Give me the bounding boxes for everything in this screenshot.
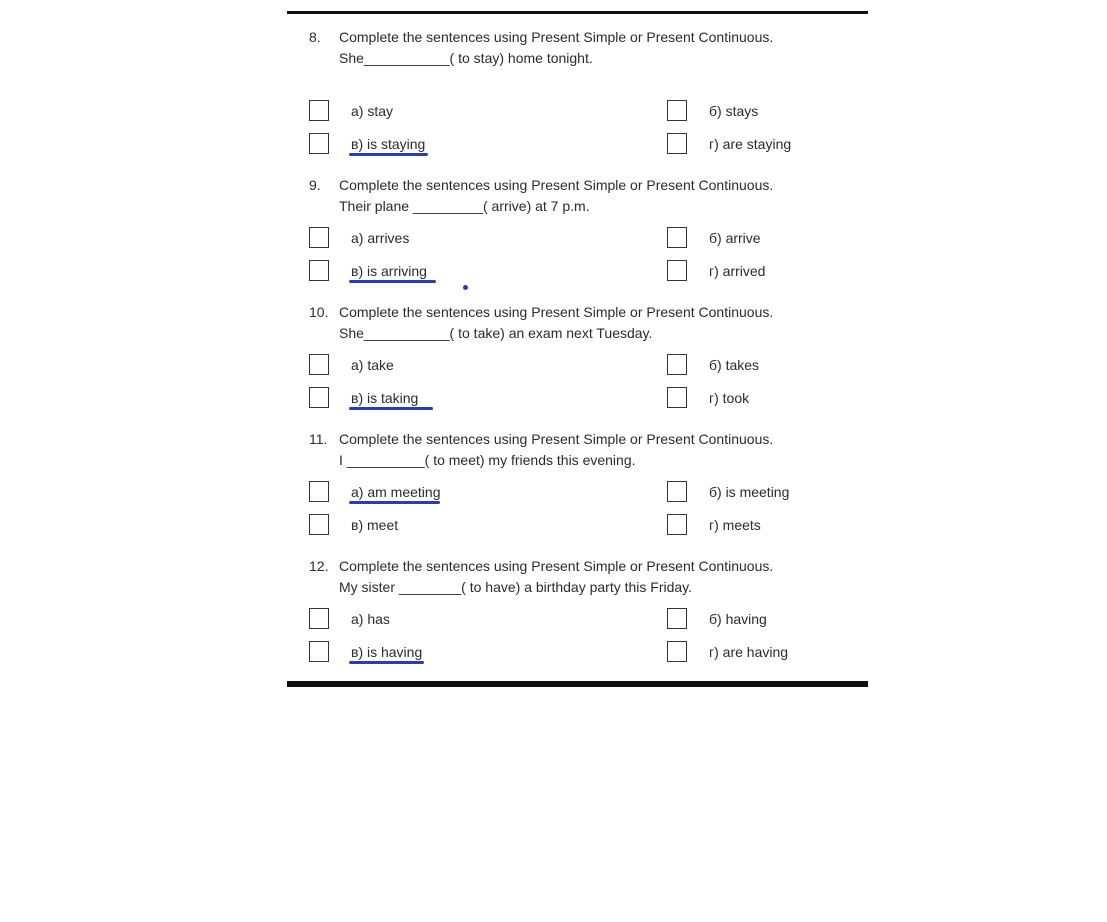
question-sentence: Their plane _________( arrive) at 7 p.m. <box>339 198 590 214</box>
option-label: в) is staying <box>351 136 426 152</box>
option-label: в) is taking <box>351 390 419 406</box>
option-label: г) are having <box>709 644 789 660</box>
checkbox[interactable] <box>309 481 329 502</box>
pen-dot <box>463 285 468 290</box>
checkbox[interactable] <box>667 641 687 662</box>
question-text <box>339 302 773 344</box>
question-number: 8. <box>309 29 321 45</box>
option-label: г) are staying <box>709 136 792 152</box>
checkbox[interactable] <box>667 227 687 248</box>
pen-underline <box>349 661 424 664</box>
checkbox[interactable] <box>309 608 329 629</box>
checkbox[interactable] <box>667 481 687 502</box>
option-label: а) take <box>351 357 394 373</box>
option-label: г) meets <box>709 517 761 533</box>
question-prompt: Complete the sentences using Present Simple or Present Continuous. <box>339 431 774 447</box>
question-number: 9. <box>309 177 321 193</box>
question-8 <box>287 27 868 177</box>
bottom-rule <box>287 681 868 687</box>
option-label: в) is arriving <box>351 263 427 279</box>
question-text <box>339 429 773 471</box>
checkbox[interactable] <box>667 354 687 375</box>
option-label: а) arrives <box>351 230 410 246</box>
checkbox[interactable] <box>309 260 329 281</box>
pen-underline <box>349 153 428 156</box>
question-text <box>339 175 773 217</box>
question-prompt: Complete the sentences using Present Simple or Present Continuous. <box>339 304 774 320</box>
checkbox[interactable] <box>667 133 687 154</box>
option-label: б) having <box>709 611 767 627</box>
option-label: в) meet <box>351 517 399 533</box>
checkbox[interactable] <box>667 608 687 629</box>
option-label: а) am meeting <box>351 484 441 500</box>
question-number: 12. <box>309 558 329 574</box>
checkbox[interactable] <box>309 354 329 375</box>
checkbox[interactable] <box>309 514 329 535</box>
pen-underline <box>349 280 436 283</box>
option-label: г) arrived <box>709 263 766 279</box>
question-sentence: She___________( to stay) home tonight. <box>339 50 593 66</box>
option-label: а) has <box>351 611 390 627</box>
question-text <box>339 27 773 69</box>
option-label: б) takes <box>709 357 760 373</box>
question-sentence: I __________( to meet) my friends this evening. <box>339 452 636 468</box>
checkbox[interactable] <box>309 641 329 662</box>
worksheet <box>287 11 868 687</box>
checkbox[interactable] <box>309 133 329 154</box>
question-number: 10. <box>309 304 329 320</box>
question-sentence: She___________( to take) an exam next Tuesday. <box>339 325 653 341</box>
top-rule <box>287 11 868 14</box>
option-label: а) stay <box>351 103 394 119</box>
question-number: 11. <box>309 431 328 447</box>
option-label: б) stays <box>709 103 759 119</box>
question-text <box>339 556 773 598</box>
question-prompt: Complete the sentences using Present Simple or Present Continuous. <box>339 29 774 45</box>
checkbox[interactable] <box>667 514 687 535</box>
question-prompt: Complete the sentences using Present Simple or Present Continuous. <box>339 177 774 193</box>
pen-underline <box>349 501 440 504</box>
question-sentence: My sister ________( to have) a birthday party this Friday. <box>339 579 693 595</box>
checkbox[interactable] <box>309 387 329 408</box>
option-label: г) took <box>709 390 750 406</box>
checkbox[interactable] <box>667 260 687 281</box>
option-label: в) is having <box>351 644 423 660</box>
checkbox[interactable] <box>309 100 329 121</box>
option-label: б) arrive <box>709 230 761 246</box>
checkbox[interactable] <box>667 100 687 121</box>
pen-underline <box>349 407 433 410</box>
option-label: б) is meeting <box>709 484 790 500</box>
question-prompt: Complete the sentences using Present Simple or Present Continuous. <box>339 558 774 574</box>
checkbox[interactable] <box>309 227 329 248</box>
checkbox[interactable] <box>667 387 687 408</box>
